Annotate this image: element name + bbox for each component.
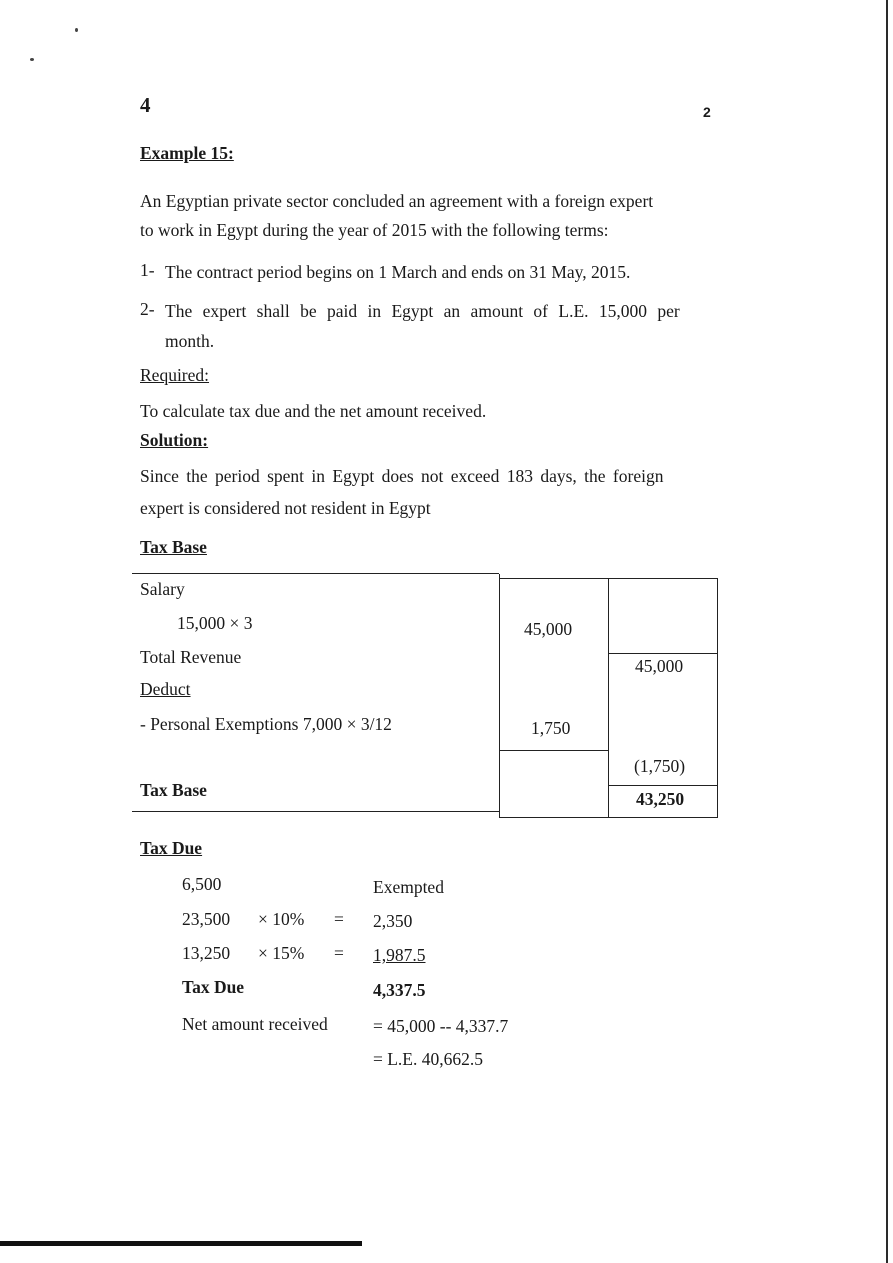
net-amount-result: = L.E. 40,662.5: [373, 1049, 483, 1069]
net-amount-label: Net amount received: [182, 1014, 328, 1034]
bracket-1-result: Exempted: [373, 877, 444, 897]
exemptions-total: (1,750): [634, 756, 686, 776]
table-col-divider-1: [499, 574, 500, 818]
table-right-border: [717, 578, 718, 818]
solution-label: Solution:: [140, 430, 209, 450]
solution-line-1: Since the period spent in Egypt does not exceed 183 days, the foreign: [140, 466, 664, 486]
table-bottom-rule: [132, 811, 499, 812]
deduct-label: Deduct: [140, 679, 191, 699]
exemptions-amount: 1,750: [531, 718, 571, 738]
table-top-rule: [132, 573, 499, 574]
chapter-number: 4: [140, 93, 151, 117]
intro-line-1: An Egyptian private sector concluded an agreement with a foreign expert: [140, 191, 654, 211]
tax-due-total-value: 4,337.5: [373, 980, 426, 1000]
bracket-2-amount: 23,500: [182, 909, 231, 929]
intro-line-2: to work in Egypt during the year of 2015 with the following terms:: [140, 220, 609, 240]
salary-label: Salary: [140, 579, 185, 599]
total-revenue-label: Total Revenue: [140, 647, 242, 667]
tax-base-amount: 43,250: [636, 789, 685, 809]
scan-speck: [75, 28, 78, 32]
exemptions-label: - Personal Exemptions 7,000 × 3/12: [140, 714, 392, 734]
table-rule-exemptions: [608, 785, 718, 786]
bracket-3-equals: =: [334, 943, 344, 963]
bracket-3-amount: 13,250: [182, 943, 231, 963]
total-revenue-amount: 45,000: [635, 656, 684, 676]
bracket-3-rate: × 15%: [258, 943, 305, 963]
required-label: Required:: [140, 365, 210, 385]
salary-calc: 15,000 × 3: [177, 613, 253, 633]
table-rule-deduct: [499, 750, 609, 751]
tax-base-label: Tax Base: [140, 780, 207, 800]
table-col-divider-2: [608, 578, 609, 818]
solution-line-2: expert is considered not resident in Egypt: [140, 498, 431, 518]
bracket-1-amount: 6,500: [182, 874, 222, 894]
scan-speck: [30, 58, 34, 61]
table-rule-revenue: [608, 653, 718, 654]
page-number: 2: [703, 104, 711, 120]
term-2-number: 2-: [140, 299, 155, 319]
bracket-2-result: 2,350: [373, 911, 413, 931]
tax-due-total-label: Tax Due: [182, 977, 245, 997]
tax-due-heading: Tax Due: [140, 838, 203, 858]
bracket-2-equals: =: [334, 909, 344, 929]
term-2-text-line-2: month.: [165, 331, 215, 351]
example-title: Example 15:: [140, 143, 234, 163]
net-amount-calc: = 45,000 -- 4,337.7: [373, 1016, 509, 1036]
scan-edge-right: [886, 0, 888, 1263]
bracket-3-result: 1,987.5: [373, 945, 426, 965]
required-text: To calculate tax due and the net amount received.: [140, 401, 487, 421]
term-1-number: 1-: [140, 260, 155, 280]
salary-amount: 45,000: [524, 619, 573, 639]
term-2-text-line-1: The expert shall be paid in Egypt an amount of L.E. 15,000 per: [165, 301, 680, 321]
tax-base-heading: Tax Base: [140, 537, 207, 557]
bracket-2-rate: × 10%: [258, 909, 305, 929]
scan-edge-bottom: [0, 1241, 362, 1246]
term-1-text: The contract period begins on 1 March and ends on 31 May, 2015.: [165, 262, 631, 282]
